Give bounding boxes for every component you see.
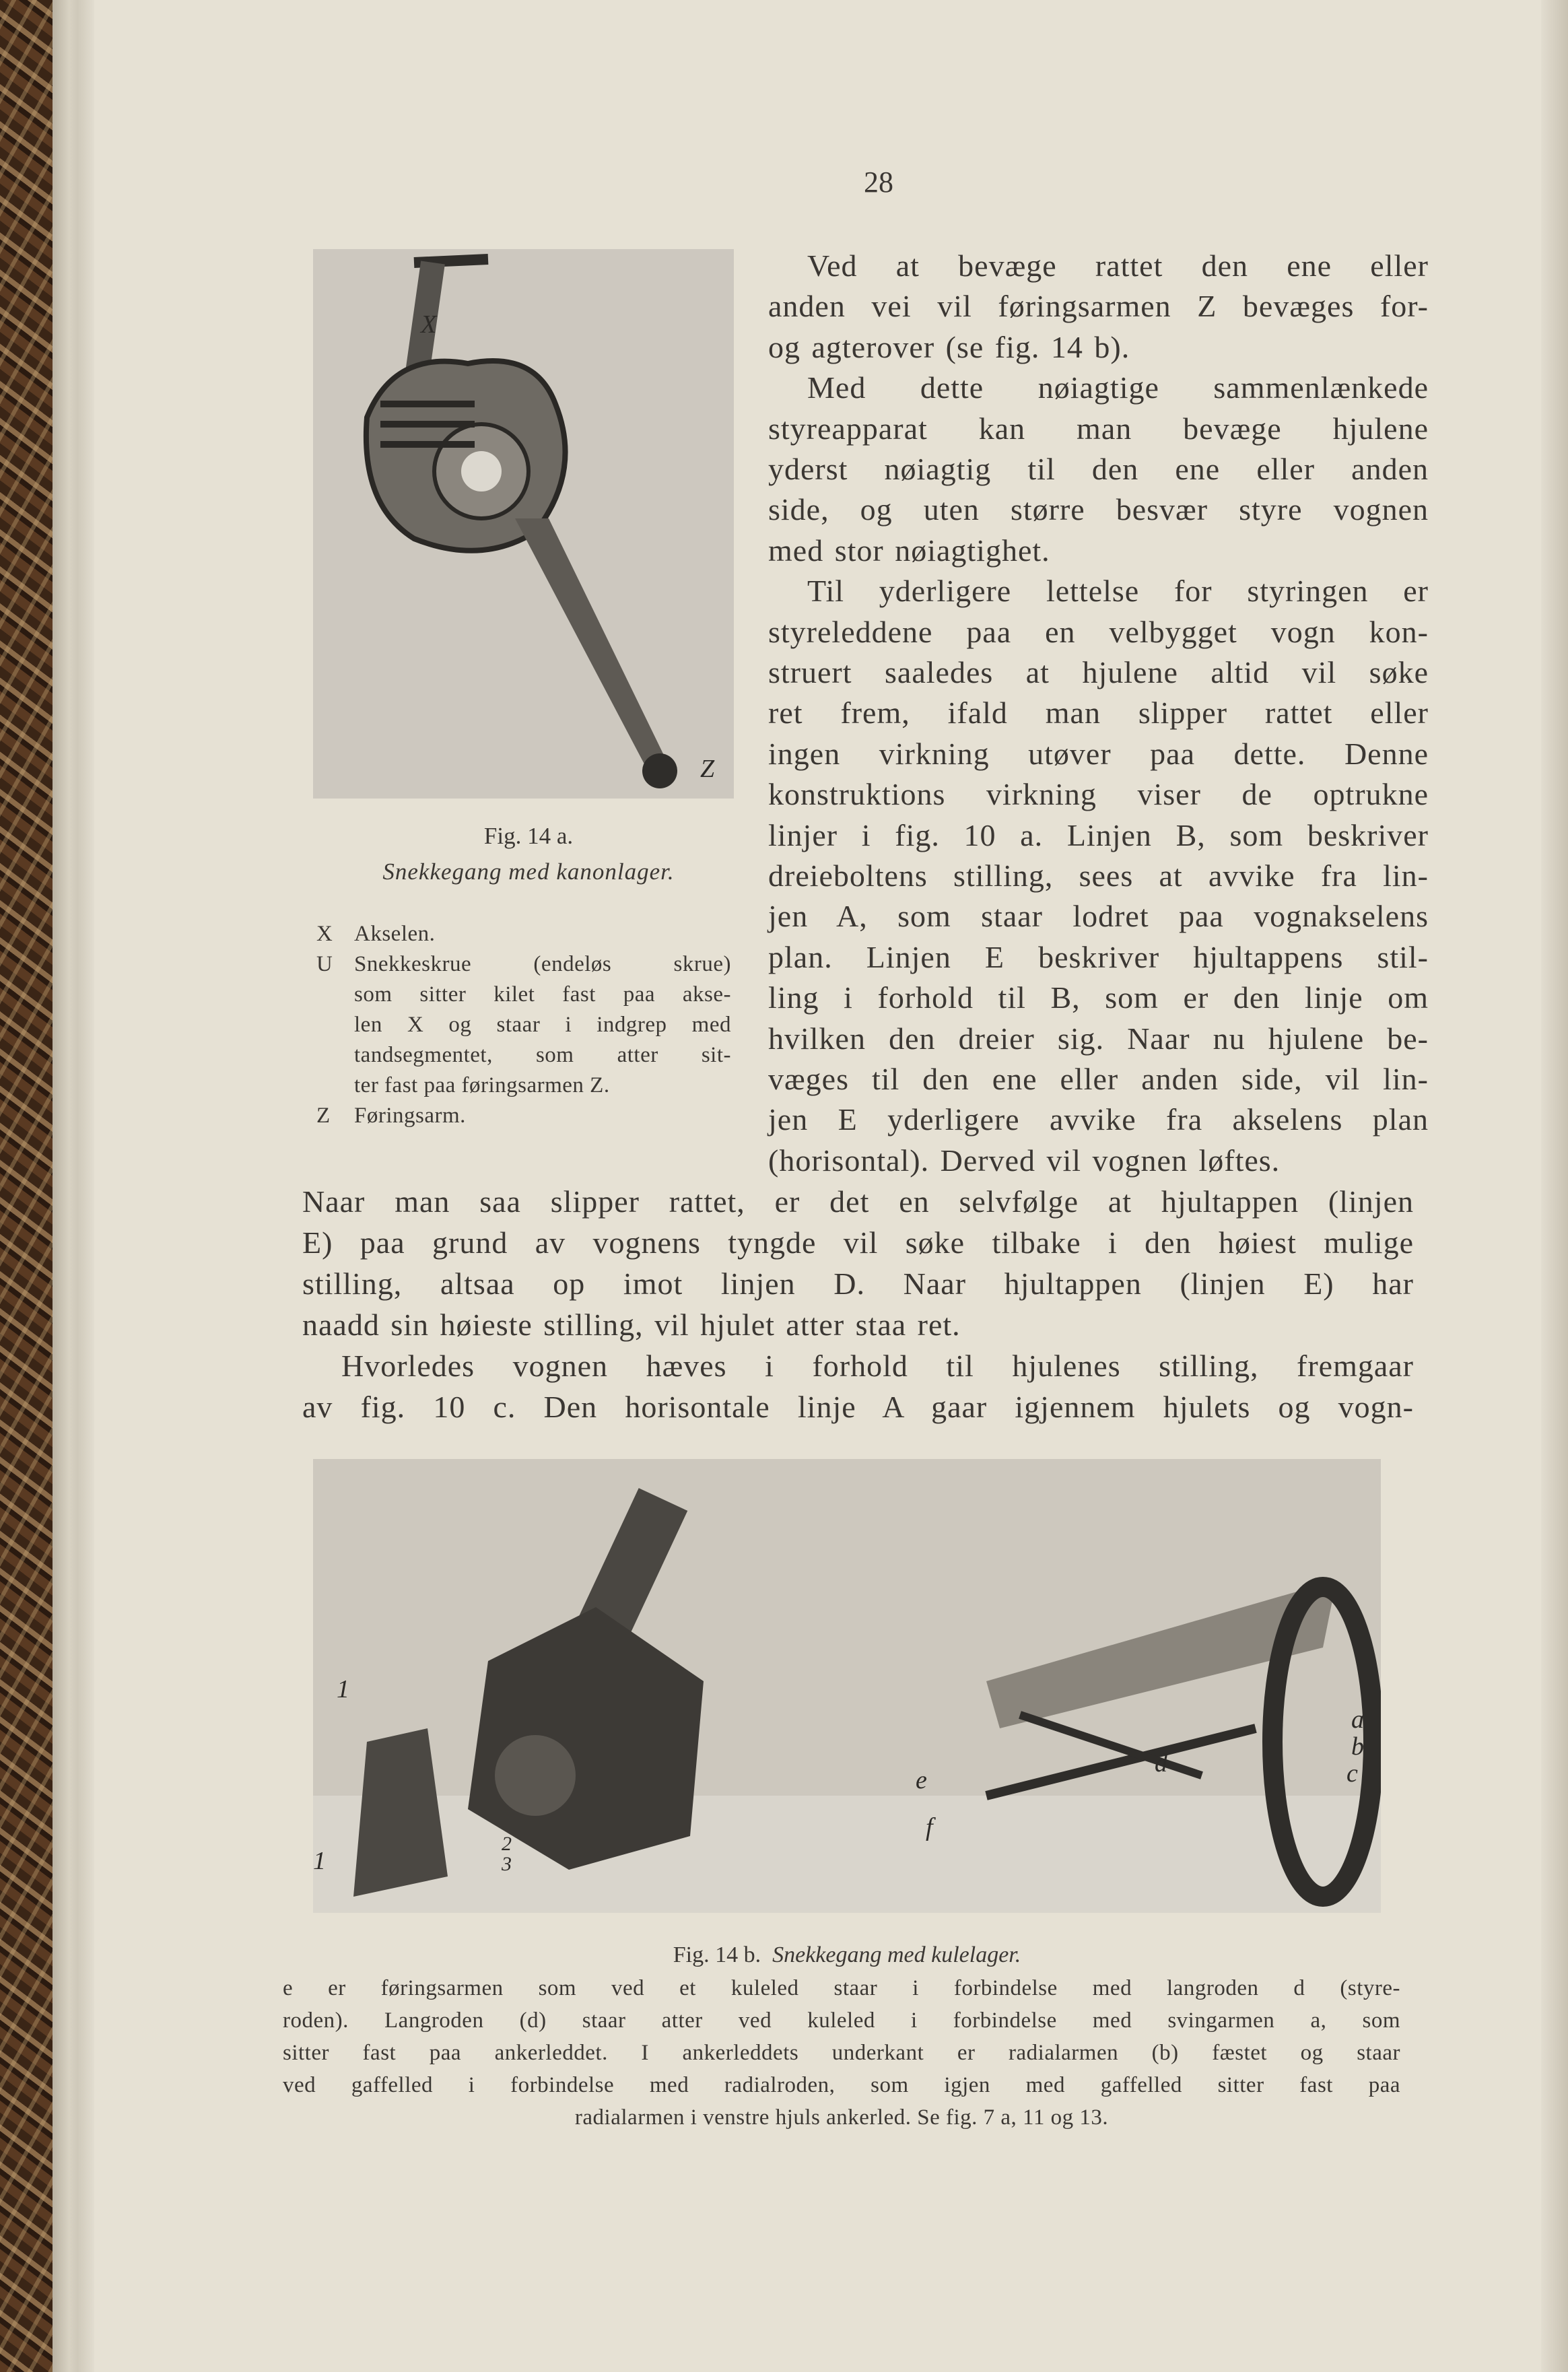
text-line: struert saaledes at hjulene altid vil søke: [768, 655, 1429, 689]
legend-key: X: [316, 922, 333, 946]
figure-label-1-lower: 1: [313, 1847, 326, 1875]
legend-text: Føringsarm.: [354, 1104, 466, 1128]
text-line: linjer i fig. 10 a. Linjen B, som beskriver: [768, 817, 1429, 852]
legend-text: Snekkeskrue (endeløs skrue): [354, 952, 731, 976]
text-line: styreapparat kan man bevæge hjulene: [768, 411, 1429, 446]
figure-14a-legend: [316, 919, 747, 1148]
text-line: Hvorledes vognen hæves i forhold til hjulenes stilling, fremgaar: [341, 1349, 1414, 1383]
figure-label-b: b: [1351, 1732, 1364, 1761]
text-line: plan. Linjen E beskriver hjultappens stil-: [768, 939, 1429, 974]
text-line: jen A, som staar lodret paa vognakselens: [768, 899, 1429, 934]
legend-key: Z: [316, 1104, 331, 1128]
caption-line: ved gaffelled i forbindelse med radialroden, som igjen med gaffelled sitter fast paa: [283, 2073, 1400, 2097]
page-number: 28: [864, 166, 893, 199]
figure-label-f: f: [926, 1813, 933, 1841]
page-edge: [1541, 0, 1568, 2372]
text-line: hvilken den dreier sig. Naar nu hjulene be-: [768, 1021, 1429, 1056]
text-line: med stor nøiagtighet.: [768, 533, 1050, 568]
caption-line: sitter fast paa ankerleddet. I ankerleddets underkant er radialarmen (b) fæstet og staar: [283, 2041, 1400, 2065]
steering-assembly-illustration: [313, 1459, 1381, 1913]
caption-line: e er føringsarmen som ved et kuleled staar i forbindelse med langroden d (styre-: [283, 1976, 1400, 2000]
figure-label-3: 3: [502, 1853, 512, 1875]
text-line: av fig. 10 c. Den horisontale linje A gaar igjennem hjulets og vogn-: [302, 1390, 1414, 1424]
legend-text: Akselen.: [354, 922, 436, 946]
figure-label-e: e: [916, 1766, 927, 1794]
text-line: væges til den ene eller anden side, vil lin-: [768, 1062, 1429, 1096]
text-line: og agterover (se fig. 14 b).: [768, 329, 1130, 364]
figure-label-z: Z: [700, 755, 715, 783]
figure-14a-title: Fig. 14 a.: [483, 823, 574, 849]
page-gutter: [53, 0, 94, 2372]
text-line: E) paa grund av vognens tyngde vil søke tilbake i den høiest mulige: [302, 1225, 1414, 1260]
text-line: Ved at bevæge rattet den ene eller: [807, 248, 1429, 283]
caption-line: roden). Langroden (d) staar atter ved kuleled i forbindelse med svingarmen a, som: [283, 2008, 1400, 2033]
text-line: ling i forhold til B, som er den linje om: [768, 980, 1429, 1015]
text-line: dreieboltens stilling, sees at avvike fra lin-: [768, 858, 1429, 893]
figure-label-x: X: [421, 310, 437, 339]
book-spine: [0, 0, 53, 2372]
text-line: jen E yderligere avvike fra akselens plan: [768, 1102, 1429, 1137]
text-line: Naar man saa slipper rattet, er det en selvfølge at hjultappen (linjen: [302, 1184, 1414, 1219]
figure-label-c: c: [1347, 1759, 1358, 1788]
text-line: yderst nøiagtig til den ene eller anden: [768, 452, 1429, 486]
figure-14a-subtitle: Snekkegang med kanonlager.: [382, 858, 675, 885]
figure-14a-image: [313, 249, 734, 799]
legend-key: U: [316, 952, 333, 976]
figure-14b-title: Fig. 14 b.: [673, 1942, 761, 1967]
figure-label-1: 1: [337, 1675, 349, 1703]
text-line: konstruktions virkning viser de optrukne: [768, 777, 1429, 812]
legend-text: som sitter kilet fast paa akse-: [354, 982, 731, 1007]
figure-14b-image: [313, 1459, 1381, 1913]
text-line: Til yderligere lettelse for styringen er: [807, 574, 1429, 609]
text-line: anden vei vil føringsarmen Z bevæges for-: [768, 289, 1429, 324]
figure-label-2: 2: [502, 1833, 512, 1855]
figure-14b-caption-title: [313, 1942, 1381, 1968]
text-line: naadd sin høieste stilling, vil hjulet atter staa ret.: [302, 1308, 961, 1342]
text-line: ingen virkning utøver paa dette. Denne: [768, 736, 1429, 771]
text-line: (horisontal). Derved vil vognen løftes.: [768, 1143, 1281, 1178]
figure-label-d: d: [1155, 1749, 1167, 1777]
text-line: Med dette nøiagtige sammenlænkede: [807, 370, 1429, 405]
figure-14b-subtitle: Snekkegang med kulelager.: [772, 1942, 1021, 1967]
caption-line: radialarmen i venstre hjuls ankerled. Se fig. 7 a, 11 og 13.: [574, 2105, 1109, 2130]
legend-text: ter fast paa føringsarmen Z.: [354, 1073, 610, 1097]
legend-text: tandsegmentet, som atter sit-: [354, 1043, 731, 1067]
text-line: stilling, altsaa op imot linjen D. Naar hjultappen (linjen E) har: [302, 1266, 1414, 1301]
text-line: styreleddene paa en velbygget vogn kon-: [768, 614, 1429, 649]
legend-text: len X og staar i indgrep med: [354, 1013, 731, 1037]
text-line: ret frem, ifald man slipper rattet eller: [768, 696, 1429, 731]
text-line: side, og uten større besvær styre vognen: [768, 492, 1429, 527]
steering-worm-gear-illustration: [313, 249, 734, 799]
figure-label-a: a: [1351, 1705, 1364, 1734]
